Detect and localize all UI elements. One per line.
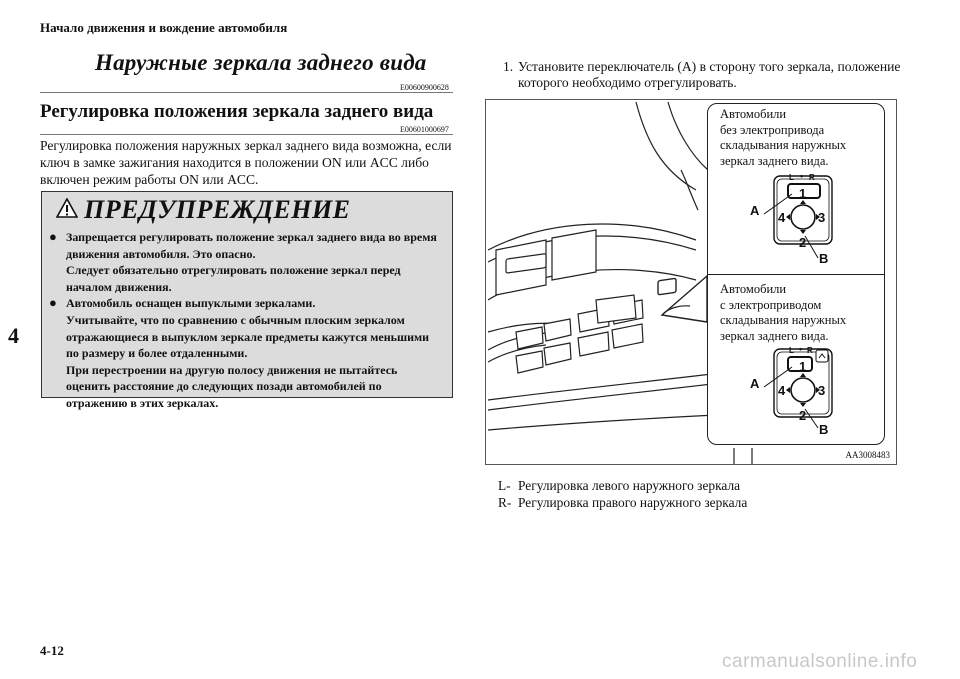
figure-label-a: A	[750, 376, 760, 391]
figure-label-b: B	[819, 422, 829, 437]
direction-label-down: 2	[799, 235, 807, 250]
caption-line: Автомобили с электроприводом складывания наружных зеркал заднего вида.	[720, 282, 847, 343]
warning-line: Учитывайте, что по сравнению с обычным плоским зеркалом отражающиеся в выпуклом зеркале предметы кажутся меньшими по размеру и более отдаленными.	[66, 312, 430, 361]
switch-label-l: L	[789, 346, 794, 355]
step-number: 1.	[503, 59, 514, 74]
legend-row	[498, 477, 747, 494]
figure-code: AA3008483	[845, 450, 890, 460]
direction-label-up: 1	[799, 359, 807, 374]
warning-line: Следует обязательно отрегулировать положение зеркал перед началом движения.	[66, 263, 401, 294]
subsection-body: Регулировка положения наружных зеркал заднего вида возможна, если ключ в замке зажигания находится в положении ON или ACC либо включен режим работы ON или ACC.	[40, 138, 452, 187]
legend-key: L-	[498, 478, 511, 493]
switch-label-r: R	[809, 173, 815, 182]
running-header: Начало движения и вождение автомобиля	[40, 20, 288, 35]
legend-row	[498, 494, 747, 511]
switch-callout	[707, 103, 885, 445]
subsection-rule	[40, 134, 453, 135]
mirror-switch-figure	[485, 99, 897, 465]
direction-label-up: 1	[799, 186, 807, 201]
warning-box	[41, 191, 453, 410]
section-code: E00600900628	[400, 83, 449, 92]
switch-label-r: R	[807, 346, 813, 355]
warning-triangle-icon	[56, 198, 78, 218]
switch-dot: •	[799, 344, 803, 354]
direction-label-right: 3	[818, 383, 826, 398]
caption-line: Автомобили без электропривода складывания наружных зеркал заднего вида.	[720, 107, 847, 168]
page-number: 4-12	[40, 643, 64, 658]
switch-label-l: L	[789, 173, 794, 182]
warning-header	[42, 192, 452, 230]
bullet-icon: ●	[49, 229, 57, 244]
figure-label-a: A	[750, 203, 760, 218]
figure-label-b: B	[819, 251, 829, 266]
warning-list	[48, 229, 444, 412]
bullet-icon: ●	[49, 295, 57, 311]
direction-label-down: 2	[799, 408, 807, 423]
warning-title: ПРЕДУПРЕЖДЕНИЕ	[84, 195, 351, 224]
mirror-switch-diagrams	[708, 104, 886, 446]
warning-line: При перестроении на другую полосу движения не пытайтесь оценить расстояние до следующих позади автомобилей по отражению в этих зеркалах.	[66, 362, 398, 410]
warning-line: Автомобиль оснащен выпуклыми зеркалами.	[66, 296, 316, 311]
warning-item	[48, 229, 444, 295]
section-rule	[40, 92, 453, 93]
direction-label-left: 4	[778, 210, 786, 225]
legend-text: Регулировка левого наружного зеркала	[518, 478, 741, 493]
watermark: carmanualsonline.info	[722, 651, 918, 672]
step-text: Установите переключатель (A) в сторону того зеркала, положение которого необходимо отрегулировать.	[518, 59, 901, 90]
warning-item	[48, 295, 444, 411]
legend-key: R-	[498, 495, 512, 510]
instruction-step	[503, 59, 903, 91]
warning-line: Запрещается регулировать положение зеркал заднего вида во время движения автомобиля. Это опасно.	[66, 230, 437, 261]
direction-label-right: 3	[818, 210, 826, 225]
switch-dot: •	[800, 171, 804, 181]
section-title: Наружные зеркала заднего вида	[95, 50, 427, 75]
chapter-tab: 4	[8, 323, 19, 348]
direction-label-left: 4	[778, 383, 786, 398]
legend-text: Регулировка правого наружного зеркала	[518, 495, 748, 510]
legend	[498, 477, 747, 511]
subsection-code: E00601000697	[400, 125, 449, 134]
subsection-title: Регулировка положения зеркала заднего вида	[40, 101, 434, 122]
